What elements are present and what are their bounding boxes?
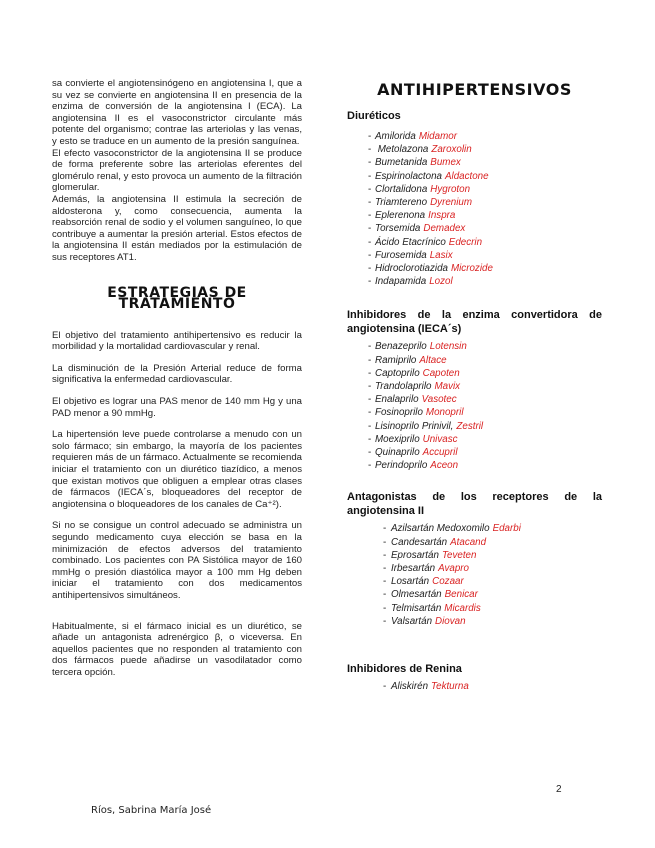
brand-drug-name: Atacand bbox=[450, 536, 487, 548]
drug-list-item bbox=[347, 130, 602, 143]
list-bullet-dash: - bbox=[383, 563, 387, 575]
brand-drug-name: Zaroxolin bbox=[431, 144, 472, 156]
generic-drug-name: Olmesartán bbox=[391, 589, 442, 601]
brand-drug-name: Cozaar bbox=[432, 576, 464, 588]
brand-drug-name: Aldactone bbox=[445, 170, 489, 182]
drug-list-item bbox=[347, 354, 602, 367]
generic-drug-name: Quinaprilo bbox=[375, 447, 420, 459]
brand-drug-name: Dyrenium bbox=[430, 197, 473, 209]
generic-drug-name: Metolazona bbox=[375, 144, 429, 156]
generic-drug-name: Ramiprilo bbox=[375, 354, 417, 366]
drug-list-item bbox=[347, 549, 602, 562]
brand-drug-name: Edecrin bbox=[448, 236, 483, 248]
brand-drug-name: Tekturna bbox=[431, 681, 469, 693]
list-bullet-dash: - bbox=[368, 263, 372, 275]
generic-drug-name: Telmisartán bbox=[391, 602, 442, 614]
generic-drug-name: Perindoprilo bbox=[375, 460, 428, 472]
brand-drug-name: Lasix bbox=[429, 249, 453, 261]
generic-drug-name: Hidroclorotiazida bbox=[375, 263, 448, 275]
list-bullet-dash: - bbox=[383, 602, 387, 614]
drug-list-item bbox=[347, 196, 602, 209]
drug-sections bbox=[347, 109, 602, 693]
brand-drug-name: Bumex bbox=[430, 157, 461, 169]
brand-drug-name: Midamor bbox=[418, 131, 457, 142]
brand-drug-name: Hygroton bbox=[430, 183, 471, 195]
list-bullet-dash: - bbox=[368, 223, 372, 235]
generic-drug-name: Ácido Etacrínico bbox=[375, 236, 446, 248]
generic-drug-name: Azilsartán Medoxomilo bbox=[391, 523, 490, 535]
list-bullet-dash: - bbox=[383, 681, 387, 693]
drug-list-item bbox=[347, 249, 602, 262]
drug-section bbox=[347, 662, 602, 693]
list-bullet-dash: - bbox=[368, 447, 372, 459]
list-bullet-dash: - bbox=[368, 197, 372, 209]
generic-drug-name: Lisinoprilo Prinivil, bbox=[375, 420, 454, 432]
antihypertensives-title: ANTIHIPERTENSIVOS bbox=[377, 80, 572, 99]
intro-paragraph-1: sa convierte el angiotensinógeno en angiotensina I, que a su vez se convierte en angiotensina II en presencia de la enzima de conversión de la angiotensina I (ECA). La angiotensina II es el vasoconstrictor circulante más potente del organismo; contrae las arteriolas y las venas, y esto se traduce en un aumento de la presión sanguínea. bbox=[52, 78, 302, 147]
drug-list-item bbox=[347, 446, 602, 459]
brand-drug-name: Avapro bbox=[438, 563, 469, 575]
brand-drug-name: Monopril bbox=[425, 407, 464, 419]
list-bullet-dash: - bbox=[368, 381, 372, 393]
brand-drug-name: Accupril bbox=[422, 447, 458, 459]
drug-list-item bbox=[347, 367, 602, 380]
brand-drug-name: Teveten bbox=[441, 549, 477, 561]
drug-list bbox=[347, 680, 602, 693]
intro-paragraph-2: El efecto vasoconstrictor de la angiotensina II se produce de forma preferente sobre las arteriolas eferentes del glomérulo renal, y esto provoca un aumento de la filtración glomerular. bbox=[52, 147, 302, 194]
generic-drug-name: Furosemida bbox=[375, 249, 427, 261]
list-bullet-dash: - bbox=[383, 549, 387, 561]
brand-drug-name: Benicar bbox=[444, 589, 478, 601]
generic-drug-name: Torsemida bbox=[375, 223, 421, 235]
brand-drug-name: Zestril bbox=[456, 420, 484, 432]
list-bullet-dash: - bbox=[368, 460, 372, 472]
author-name: Ríos, Sabrina María José bbox=[91, 805, 212, 816]
generic-drug-name: Aliskirén bbox=[391, 681, 429, 693]
generic-drug-name: Candesartán bbox=[391, 536, 448, 548]
left-column bbox=[52, 78, 302, 689]
brand-drug-name: Lozol bbox=[429, 276, 453, 288]
list-bullet-dash: - bbox=[368, 433, 372, 445]
list-bullet-dash: - bbox=[368, 407, 372, 419]
right-column bbox=[347, 78, 602, 693]
drug-section-heading: Diuréticos bbox=[347, 110, 401, 122]
brand-drug-name: Inspra bbox=[428, 210, 456, 222]
drug-section bbox=[347, 308, 602, 472]
drug-list-item bbox=[347, 562, 602, 575]
generic-drug-name: Indapamida bbox=[375, 276, 427, 288]
strategy-paragraph-1: El objetivo del tratamiento antihipertensivo es reducir la morbilidad y la mortalidad cardiovascular y renal. bbox=[52, 329, 302, 353]
brand-drug-name: Microzide bbox=[450, 263, 493, 275]
brand-drug-name: Aceon bbox=[430, 460, 459, 472]
generic-drug-name: Clortalidona bbox=[375, 183, 428, 195]
strategy-paragraph-3: El objetivo es lograr una PAS menor de 140 mm Hg y una PAD menor a 90 mmHg. bbox=[52, 396, 302, 419]
brand-drug-name: Mavix bbox=[434, 381, 461, 393]
drug-list-item bbox=[347, 393, 602, 406]
strategy-paragraph-2: La disminución de la Presión Arterial reduce de forma significativa la enfermedad cardiovascular. bbox=[52, 362, 302, 386]
generic-drug-name: Trandolaprilo bbox=[375, 381, 432, 393]
brand-drug-name: Capoten bbox=[422, 367, 460, 379]
drug-list-item bbox=[347, 420, 602, 433]
drug-list-item bbox=[347, 143, 602, 156]
drug-list-item bbox=[347, 380, 602, 393]
brand-drug-name: Vasotec bbox=[421, 394, 457, 406]
generic-drug-name: Amilorida bbox=[375, 131, 416, 142]
drug-list-item bbox=[347, 222, 602, 235]
drug-list-item bbox=[347, 575, 602, 588]
drug-list-item bbox=[347, 156, 602, 169]
drug-list bbox=[347, 340, 602, 472]
list-bullet-dash: - bbox=[368, 420, 372, 432]
generic-drug-name: Captoprilo bbox=[375, 367, 420, 379]
generic-drug-name: Bumetanida bbox=[375, 157, 428, 169]
list-bullet-dash: - bbox=[383, 523, 387, 535]
page-number: 2 bbox=[556, 784, 562, 795]
strategies-section-title: ESTRATEGIAS DE TRATAMIENTO bbox=[107, 284, 247, 313]
brand-drug-name: Edarbi bbox=[492, 523, 521, 535]
generic-drug-name: Irbesartán bbox=[391, 563, 436, 575]
list-bullet-dash: - bbox=[368, 131, 372, 142]
list-bullet-dash: - bbox=[368, 354, 372, 366]
drug-list-item bbox=[347, 340, 602, 353]
drug-list-item bbox=[347, 236, 602, 249]
drug-list bbox=[347, 130, 602, 288]
generic-drug-name: Benazeprilo bbox=[375, 341, 427, 353]
drug-list-item bbox=[347, 262, 602, 275]
strategy-paragraph-4: La hipertensión leve puede controlarse a menudo con un solo fármaco; sin embargo, la mayoría de los pacientes requieren más de un fármaco. Actualmente se recomienda iniciar el tratamiento con un diurético tiazídico, a menos que existan motivos que obliguen a emplear otras clases de fármacos (IECA´s, bloqueadores del receptor de angiotensina o bloqueadores de los canales de Ca⁺²). bbox=[52, 429, 302, 510]
drug-section bbox=[347, 490, 602, 628]
drug-list-item bbox=[347, 275, 602, 288]
drug-list-item bbox=[347, 406, 602, 419]
list-bullet-dash: - bbox=[368, 394, 372, 406]
drug-list bbox=[347, 522, 602, 628]
generic-drug-name: Espirinolactona bbox=[375, 170, 442, 182]
list-bullet-dash: - bbox=[368, 183, 372, 195]
list-bullet-dash: - bbox=[368, 236, 372, 248]
drug-list-item bbox=[347, 459, 602, 472]
list-bullet-dash: - bbox=[368, 249, 372, 261]
generic-drug-name: Fosinoprilo bbox=[375, 407, 423, 419]
drug-list-item bbox=[347, 602, 602, 615]
list-bullet-dash: - bbox=[383, 589, 387, 601]
list-bullet-dash: - bbox=[368, 341, 372, 353]
generic-drug-name: Enalaprilo bbox=[375, 394, 419, 406]
brand-drug-name: Demadex bbox=[423, 223, 466, 235]
brand-drug-name: Altace bbox=[419, 354, 447, 366]
brand-drug-name: Micardis bbox=[444, 602, 481, 614]
drug-section-heading: Inhibidores de Renina bbox=[347, 663, 462, 676]
brand-drug-name: Univasc bbox=[422, 433, 458, 445]
list-bullet-dash: - bbox=[368, 170, 372, 182]
list-bullet-dash: - bbox=[368, 210, 372, 222]
drug-section-heading: Antagonistas de los receptores de la angiotensina II bbox=[347, 491, 602, 518]
drug-list-item bbox=[347, 433, 602, 446]
drug-section-heading: Inhibidores de la enzima convertidora de angiotensina (IECA´s) bbox=[347, 309, 602, 336]
drug-list-item bbox=[347, 615, 602, 628]
generic-drug-name: Triamtereno bbox=[375, 197, 428, 209]
list-bullet-dash: - bbox=[383, 536, 387, 548]
list-bullet-dash: - bbox=[368, 276, 372, 288]
list-bullet-dash: - bbox=[368, 144, 372, 156]
list-bullet-dash: - bbox=[383, 615, 387, 627]
drug-list-item bbox=[347, 170, 602, 183]
list-bullet-dash: - bbox=[383, 576, 387, 588]
brand-drug-name: Diovan bbox=[435, 615, 466, 627]
drug-section bbox=[347, 109, 602, 288]
generic-drug-name: Moexiprilo bbox=[375, 433, 420, 445]
drug-list-item bbox=[347, 680, 602, 693]
drug-list-item bbox=[347, 209, 602, 222]
generic-drug-name: Eplerenona bbox=[375, 210, 426, 222]
list-bullet-dash: - bbox=[368, 157, 372, 169]
generic-drug-name: Valsartán bbox=[391, 615, 433, 627]
drug-list-item bbox=[347, 522, 602, 535]
brand-drug-name: Lotensin bbox=[429, 341, 467, 353]
generic-drug-name: Losartán bbox=[391, 576, 430, 588]
drug-list-item bbox=[347, 588, 602, 601]
intro-paragraph-3: Además, la angiotensina II estimula la secreción de aldosterona y, como consecuencia, aumenta la reabsorción renal de sodio y el volumen sanguíneo, lo que contribuye a aumentar la presión arterial. Estos efectos de la angiotensina II están mediados por la estimulación de sus receptores AT1. bbox=[52, 193, 302, 263]
list-bullet-dash: - bbox=[368, 367, 372, 379]
generic-drug-name: Eprosartán bbox=[391, 549, 439, 561]
strategy-paragraph-5: Si no se consigue un control adecuado se administra un segundo medicamento cuya elección se basa en la minimización de efectos adversos del tratamiento combinado. Los pacientes con PA Sistólica mayor de 160 mmHg o presión diastólica mayor a 100 mm Hg deben iniciar el tratamiento con dos medicamentos antihipertensivos simultáneos. bbox=[52, 520, 302, 601]
drug-list-item bbox=[347, 183, 602, 196]
strategy-paragraph-6: Habitualmente, si el fármaco inicial es un diurético, se añade un antagonista adrenérgico β, o viceversa. En aquellos pacientes que no responden al tratamiento con dos fármacos puede añadirse un vasodilatador como tercera opción. bbox=[52, 620, 302, 678]
drug-list-item bbox=[347, 536, 602, 549]
